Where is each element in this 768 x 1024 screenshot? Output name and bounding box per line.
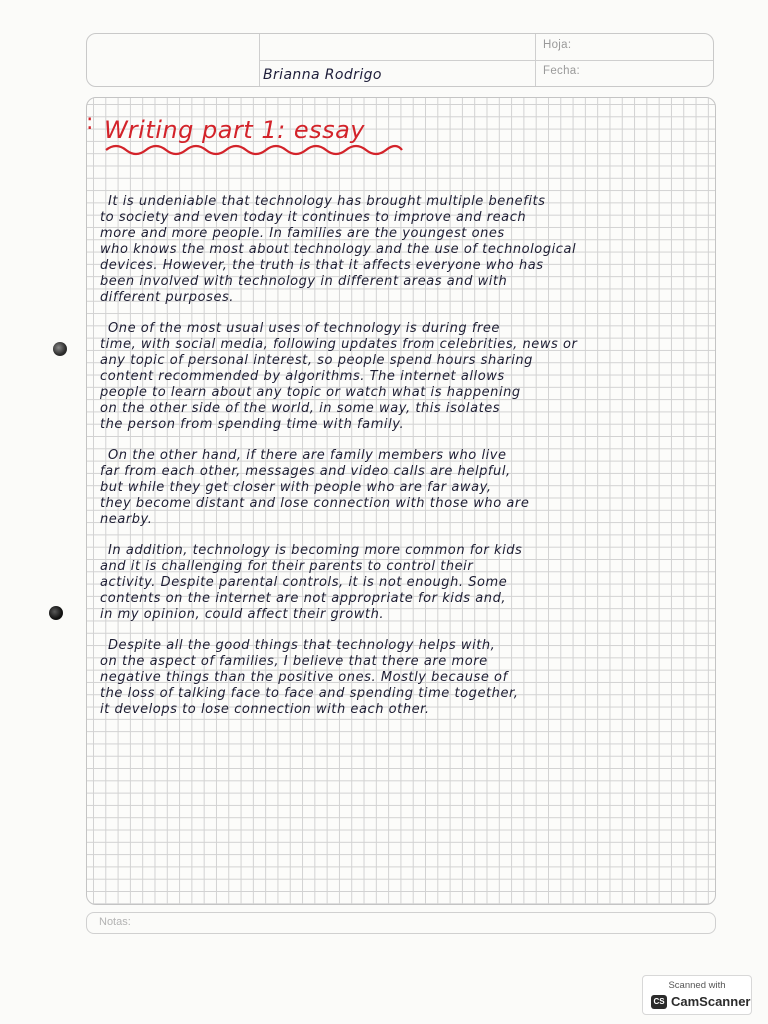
essay-line: any topic of personal interest, so people spend hours sharing	[100, 353, 533, 368]
camscanner-logo-icon: CS	[651, 995, 667, 1009]
essay-title: Writing part 1: essay	[104, 116, 366, 144]
student-name: Brianna Rodrigo	[263, 67, 382, 83]
essay-line: content recommended by algorithms. The internet allows	[100, 369, 505, 384]
essay-line: more and more people. In families are the youngest ones	[100, 226, 505, 241]
notes-box	[86, 912, 716, 934]
essay-line: contents on the internet are not appropriate for kids and,	[100, 591, 507, 606]
essay-line: In addition, technology is becoming more common for kids	[108, 543, 523, 558]
header-box	[86, 33, 714, 87]
essay-line: people to learn about any topic or watch what is happening	[100, 385, 521, 400]
essay-paragraph	[100, 448, 706, 528]
essay-line: who knows the most about technology and the use of technological	[100, 242, 577, 257]
essay-line: On the other hand, if there are family members who live	[108, 448, 507, 463]
essay-paragraph	[100, 638, 706, 718]
essay-line: One of the most usual uses of technology is during free	[108, 321, 500, 336]
essay-line: far from each other, messages and video calls are helpful,	[100, 464, 511, 479]
essay-line: the person from spending time with family.	[100, 417, 405, 432]
essay-line: and it is challenging for their parents to control their	[100, 559, 474, 574]
essay-body	[100, 194, 706, 733]
punch-hole	[53, 342, 67, 356]
essay-line: devices. However, the truth is that it affects everyone who has	[100, 258, 544, 273]
essay-line: nearby.	[100, 512, 153, 527]
essay-paragraph	[100, 543, 706, 623]
camscanner-brand: CamScanner	[671, 994, 751, 1009]
notes-label: Notas:	[99, 916, 131, 928]
essay-line: on the aspect of families, I believe that there are more	[100, 654, 488, 669]
essay-line: negative things than the positive ones. Mostly because of	[100, 670, 508, 685]
essay-line: activity. Despite parental controls, it is not enough. Some	[100, 575, 508, 590]
essay-line: to society and even today it continues to improve and reach	[100, 210, 527, 225]
essay-line: time, with social media, following updates from celebrities, news or	[100, 337, 578, 352]
essay-paragraph	[100, 194, 706, 306]
essay-paragraph	[100, 321, 706, 433]
title-decoration: :	[86, 110, 94, 135]
scanned-with-text: Scanned with	[668, 980, 726, 991]
camscanner-watermark	[642, 975, 752, 1015]
essay-line: in my opinion, could affect their growth.	[100, 607, 385, 622]
fecha-label: Fecha:	[543, 65, 580, 77]
essay-line: different purposes.	[100, 290, 234, 305]
punch-hole	[49, 606, 63, 620]
essay-line: It is undeniable that technology has brought multiple benefits	[108, 194, 546, 209]
essay-line: it develops to lose connection with each other.	[100, 702, 430, 717]
title-underline-squiggle	[104, 142, 404, 158]
essay-line: they become distant and lose connection with those who are	[100, 496, 530, 511]
header-divider	[259, 60, 713, 61]
essay-line: been involved with technology in different areas and with	[100, 274, 508, 289]
essay-line: Despite all the good things that technology helps with,	[108, 638, 496, 653]
essay-line: but while they get closer with people who are far away,	[100, 480, 492, 495]
essay-line: the loss of talking face to face and spending time together,	[100, 686, 519, 701]
hoja-label: Hoja:	[543, 39, 572, 51]
essay-line: on the other side of the world, in some way, this isolates	[100, 401, 501, 416]
